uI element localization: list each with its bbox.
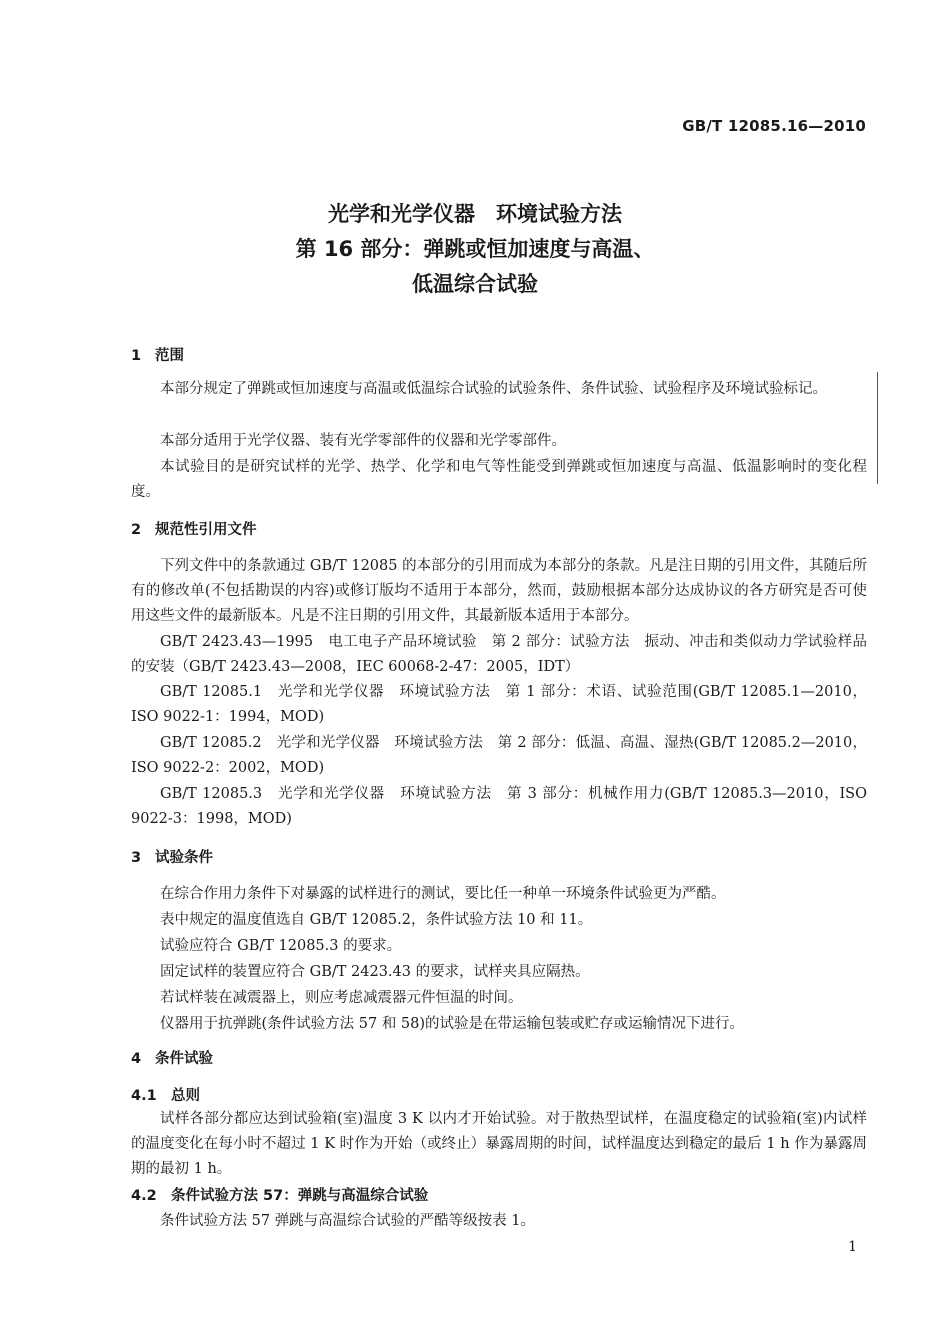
section-2-heading [131,518,257,539]
paragraph: 固定试样的装置应符合 GB/T 2423.43 的要求，试样夹具应隔热。 [160,964,590,980]
subsection-4-2-heading [131,1184,428,1205]
section-title: 条件试验 [155,1051,213,1067]
section-number: 4 [131,1051,142,1067]
title-line-1: 光学和光学仪器 环境试验方法 [328,202,622,226]
paragraph: 在综合作用力条件下对暴露的试样进行的测试，要比任一种单一环境条件试验更为严酷。 [160,886,726,902]
page-number: 1 [848,1239,857,1255]
reference-item: GB/T 12085.3 光学和光学仪器 环境试验方法 第 3 部分：机械作用力(GB/T 12085.3—2010，ISO 9022-3：1998，MOD) [131,786,867,827]
paragraph: 表中规定的温度值选自 GB/T 12085.2，条件试验方法 10 和 11。 [160,912,593,928]
change-bar [877,372,878,484]
paragraph: 仪器用于抗弹跳(条件试验方法 57 和 58)的试验是在带运输包装或贮存或运输情况下进行。 [160,1016,745,1032]
reference-item: GB/T 12085.2 光学和光学仪器 环境试验方法 第 2 部分：低温、高温、湿热(GB/T 12085.2—2010，ISO 9022-2：2002，MOD) [131,735,867,776]
reference-item: GB/T 12085.1 光学和光学仪器 环境试验方法 第 1 部分：术语、试验范围(GB/T 12085.1—2010，ISO 9022-1：1994，MOD) [131,684,867,725]
reference-item: GB/T 2423.43—1995 电工电子产品环境试验 第 2 部分：试验方法 振动、冲击和类似动力学试验样品的安装（GB/T 2423.43—2008，IEC 60068-2-47：2005，IDT） [131,634,867,675]
subsection-title: 条件试验方法 57：弹跳与高温综合试验 [171,1188,429,1204]
paragraph: 试样各部分都应达到试验箱(室)温度 3 K 以内才开始试验。对于散热型试样，在温度稳定的试验箱(室)内试样的温度变化在每小时不超过 1 K 时作为开始（或终止）暴露周期的时间，试样温度达到稳定的最后 1 h 作为暴露周期的最初 1 h。 [131,1111,867,1177]
section-1-heading [131,344,184,365]
paragraph: 本部分适用于光学仪器、装有光学零部件的仪器和光学零部件。 [160,433,566,449]
subsection-number: 4.1 [131,1088,157,1104]
section-3-heading [131,846,213,867]
subsection-number: 4.2 [131,1188,157,1204]
paragraph: 本部分规定了弹跳或恒加速度与高温或低温综合试验的试验条件、条件试验、试验程序及环境试验标记。 [160,381,827,397]
section-title: 范围 [155,348,184,364]
section-title: 试验条件 [155,850,213,866]
paragraph: 若试样装在减震器上，则应考虑减震器元件恒温的时间。 [160,990,523,1006]
paragraph: 下列文件中的条款通过 GB/T 12085 的本部分的引用而成为本部分的条款。凡是注日期的引用文件，其随后所有的修改单(不包括勘误的内容)或修订版均不适用于本部分，然而，鼓励根据本部分达成协议的各方研究是否可使用这些文件的最新版本。凡是不注日期的引用文件，其最新版本适用于本部分。 [131,558,867,624]
paragraph: 本试验目的是研究试样的光学、热学、化学和电气等性能受到弹跳或恒加速度与高温、低温影响时的变化程度。 [131,459,867,500]
subsection-4-1-heading [131,1084,200,1105]
document-title [0,197,950,302]
paragraph: 条件试验方法 57 弹跳与高温综合试验的严酷等级按表 1。 [160,1213,536,1229]
paragraph: 试验应符合 GB/T 12085.3 的要求。 [160,938,402,954]
title-line-3: 低温综合试验 [412,272,538,296]
section-number: 2 [131,522,142,538]
section-number: 3 [131,850,142,866]
section-4-heading [131,1047,213,1068]
section-title: 规范性引用文件 [155,522,257,538]
section-number: 1 [131,348,142,364]
standard-number: GB/T 12085.16—2010 [682,117,866,135]
title-line-2: 第 16 部分：弹跳或恒加速度与高温、 [295,237,655,261]
subsection-title: 总则 [171,1088,200,1104]
